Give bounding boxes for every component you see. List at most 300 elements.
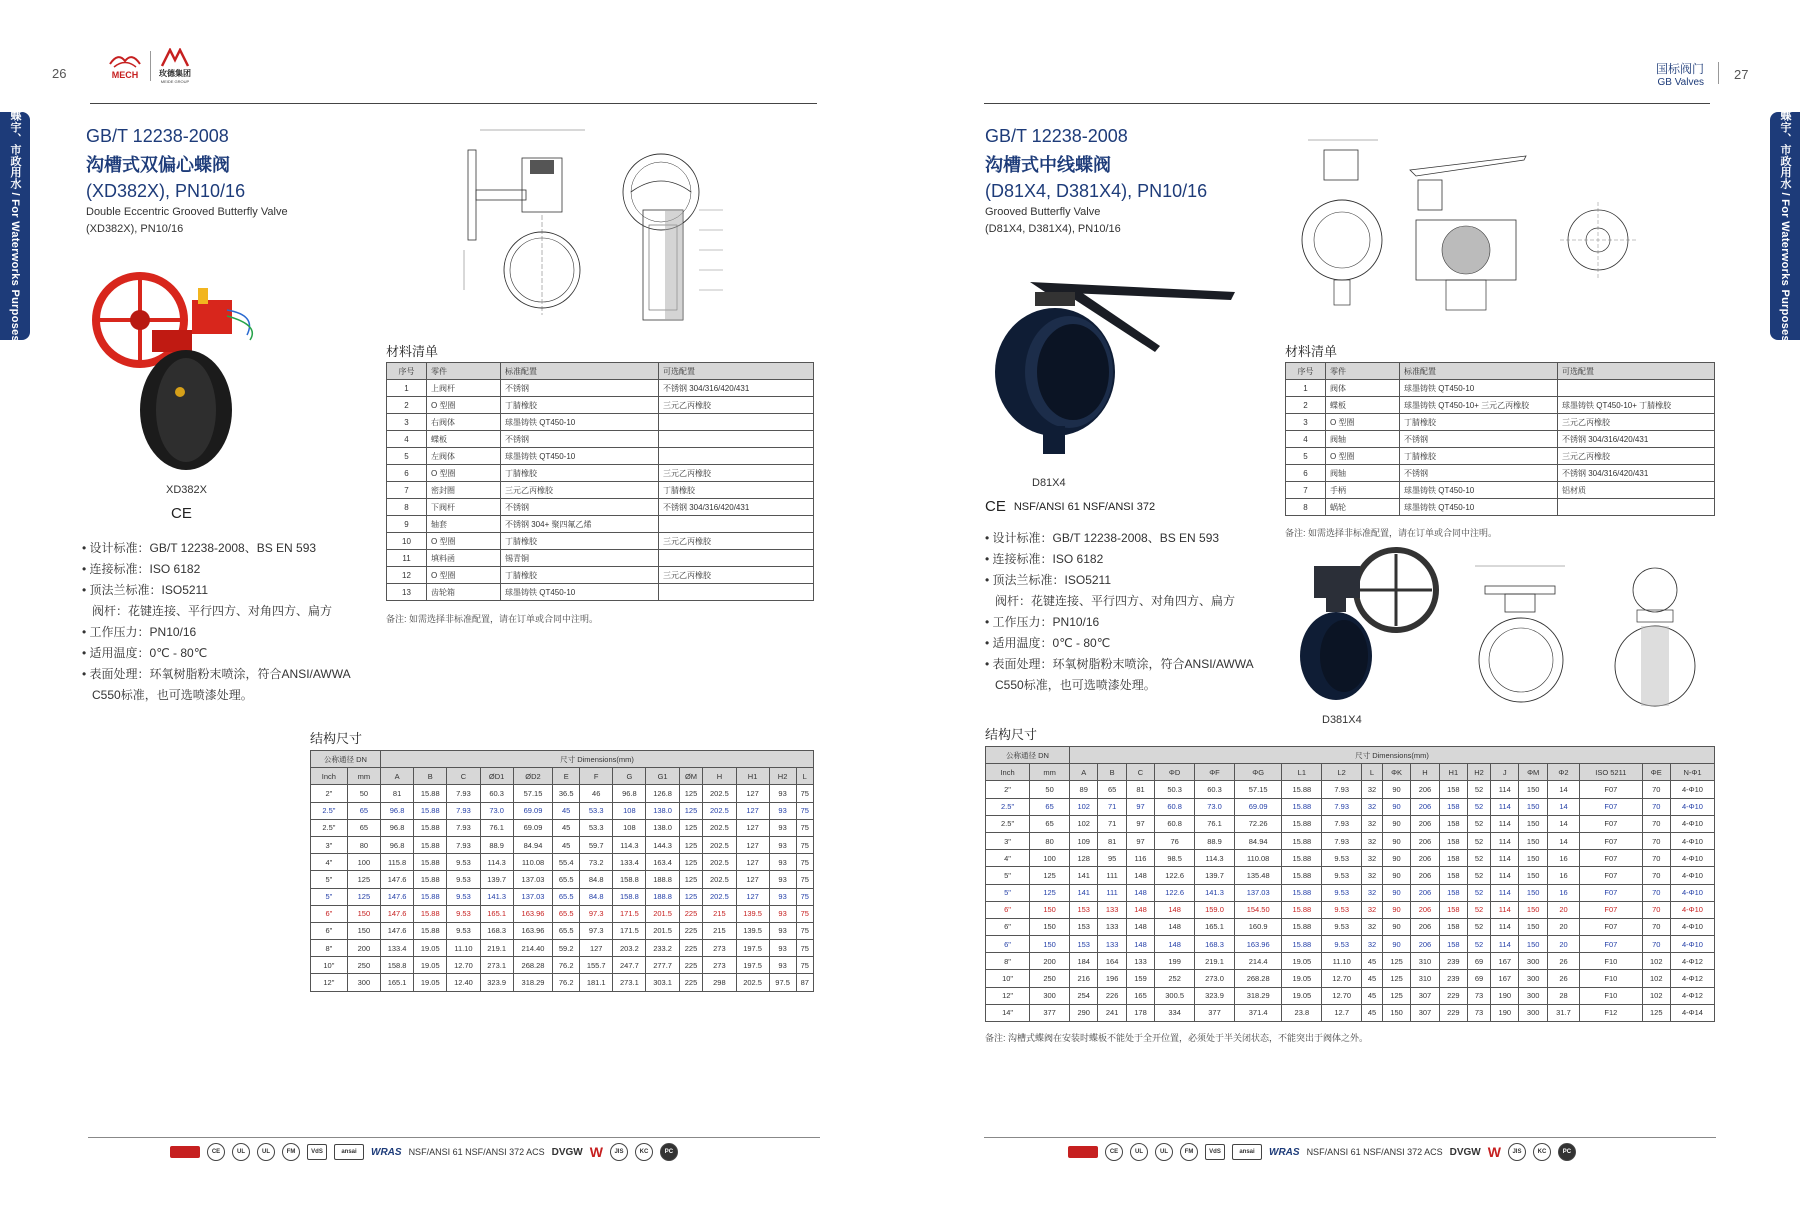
table-cell: 114.3 <box>1195 850 1235 867</box>
table-cell: F07 <box>1580 781 1642 798</box>
table-cell: 184 <box>1070 953 1098 970</box>
table-cell: 65 <box>347 802 380 819</box>
table-row <box>387 516 814 533</box>
table-header-cell: ØD1 <box>480 768 513 785</box>
table-cell: 19.05 <box>1282 970 1322 987</box>
table-cell: 125 <box>679 888 703 905</box>
table-cell: 13 <box>387 584 427 601</box>
table-row <box>1286 482 1715 499</box>
table-cell: 150 <box>1519 850 1547 867</box>
table-cell: F10 <box>1580 970 1642 987</box>
product-cn-name: 沟槽式双偏心蝶阀 <box>86 155 230 175</box>
table-cell: 206 <box>1411 901 1439 918</box>
table-cell: 3" <box>311 836 348 853</box>
table-cell: 84.8 <box>580 888 613 905</box>
table-header-cell: H <box>703 768 736 785</box>
table-cell: 52 <box>1468 901 1491 918</box>
table-cell: 52 <box>1468 832 1491 849</box>
table-cell: 52 <box>1468 936 1491 953</box>
table-cell: 202.5 <box>703 785 736 802</box>
table-cell: 87 <box>796 974 813 991</box>
table-cell: 75 <box>796 854 813 871</box>
table-cell: 7.93 <box>1322 832 1362 849</box>
table-cell: 153 <box>1070 901 1098 918</box>
table-header-cell: L <box>796 768 813 785</box>
header-en: GB Valves <box>1657 77 1705 88</box>
table-cell: 128 <box>1070 850 1098 867</box>
table-cell: 75 <box>796 957 813 974</box>
table-cell: 239 <box>1439 970 1467 987</box>
table-cell: 102 <box>1070 815 1098 832</box>
table-row <box>1286 448 1715 465</box>
table-cell: 206 <box>1411 884 1439 901</box>
table-cell: 150 <box>347 905 380 922</box>
table-cell: 铝材质 <box>1558 482 1715 499</box>
table-cell: 丁腈橡胶 <box>1400 448 1558 465</box>
table-cell: 52 <box>1468 884 1491 901</box>
ce-icon: CE <box>207 1143 225 1161</box>
table-cell: 201.5 <box>646 922 679 939</box>
table-cell: 75 <box>796 819 813 836</box>
table-cell: 50 <box>1030 781 1070 798</box>
table-cell: 80 <box>1030 832 1070 849</box>
table-cell: 20 <box>1547 901 1579 918</box>
table-cell: 96.8 <box>613 785 646 802</box>
table-cell: 15.88 <box>1282 901 1322 918</box>
table-cell: F07 <box>1580 918 1642 935</box>
table-cell: 144.3 <box>646 836 679 853</box>
table-cell: 90 <box>1382 918 1410 935</box>
table-cell: 371.4 <box>1234 1004 1281 1021</box>
table-cell: 丁腈橡胶 <box>501 465 659 482</box>
table-cell: 163.4 <box>646 854 679 871</box>
table-cell: 52 <box>1468 781 1491 798</box>
table-cell: 300 <box>1030 987 1070 1004</box>
table-cell: 12.40 <box>447 974 480 991</box>
materials-note-left: 备注: 如需选择非标准配置，请在订单或合同中注明。 <box>386 614 599 624</box>
table-cell: 50.3 <box>1155 781 1195 798</box>
table-cell: 88.9 <box>1195 832 1235 849</box>
table-cell: 齿轮箱 <box>427 584 501 601</box>
table-header-cell: N-Φ1 <box>1670 764 1714 781</box>
table-cell: 206 <box>1411 798 1439 815</box>
table-cell: 36.5 <box>553 785 580 802</box>
table-cell: 65 <box>1098 781 1126 798</box>
table-cell: 球墨铸铁 QT450-10 <box>501 414 659 431</box>
table-cell: 45 <box>553 819 580 836</box>
ce-mark-right: CE <box>985 498 1006 515</box>
table-cell: 165.1 <box>480 905 513 922</box>
dims-title-left: 结构尺寸 <box>310 731 363 746</box>
table-cell: 8 <box>387 499 427 516</box>
table-cell: 轴套 <box>427 516 501 533</box>
table-cell: 300 <box>347 974 380 991</box>
table-cell: 75 <box>796 802 813 819</box>
table-cell: 70 <box>1642 781 1670 798</box>
table-cell: 76.2 <box>553 974 580 991</box>
table-cell: 206 <box>1411 832 1439 849</box>
table-cell: 15.88 <box>1282 884 1322 901</box>
table-cell: 32 <box>1362 798 1383 815</box>
table-cell: O 型圈 <box>427 397 501 414</box>
table-cell: F07 <box>1580 901 1642 918</box>
table-cell: 158 <box>1439 850 1467 867</box>
table-cell: 147.6 <box>380 871 413 888</box>
table-cell: 150 <box>1519 781 1547 798</box>
table-cell: 65 <box>1030 798 1070 815</box>
table-header-cell: ΦE <box>1642 764 1670 781</box>
table-cell: 12.7 <box>1322 1004 1362 1021</box>
table-header-cell: B <box>414 768 447 785</box>
brand-logo-icon <box>170 1146 200 1158</box>
table-cell: 229 <box>1439 1004 1467 1021</box>
table-header-cell: ØD2 <box>513 768 553 785</box>
dvgw-icon: DVGW <box>551 1146 583 1158</box>
table-row <box>1286 499 1715 516</box>
table-cell: 不锈钢 304/316/420/431 <box>1558 431 1715 448</box>
table-cell: 5 <box>387 448 427 465</box>
table-cell: 158.8 <box>380 957 413 974</box>
wras-icon: WRAS <box>1269 1146 1300 1158</box>
table-cell: 52 <box>1468 867 1491 884</box>
table-cell <box>659 448 814 465</box>
table-cell: 32 <box>1362 815 1383 832</box>
table-cell: 60.3 <box>480 785 513 802</box>
table-cell: 丁腈橡胶 <box>501 567 659 584</box>
table-cell: 丁腈橡胶 <box>501 397 659 414</box>
table-cell: 阀体 <box>1326 380 1400 397</box>
table-cell: 141.3 <box>1195 884 1235 901</box>
table-cell: 171.5 <box>613 905 646 922</box>
spec-item: • 适用温度：0℃ - 80℃ <box>985 636 1111 650</box>
table-cell: 233.2 <box>646 940 679 957</box>
table-cell: 300 <box>1519 1004 1547 1021</box>
page-number-left: 26 <box>52 66 67 81</box>
table-cell: 1 <box>1286 380 1326 397</box>
table-cell: 114.3 <box>613 836 646 853</box>
table-cell: 7.93 <box>1322 781 1362 798</box>
table-header-cell: E <box>553 768 580 785</box>
table-cell: 8" <box>986 953 1030 970</box>
table-cell: 9.53 <box>447 854 480 871</box>
table-cell: 160.9 <box>1234 918 1281 935</box>
header-cn: 国标阀门 <box>1656 62 1705 76</box>
table-cell: 19.05 <box>1282 987 1322 1004</box>
table-cell: 45 <box>1362 1004 1383 1021</box>
table-cell: 147.6 <box>380 905 413 922</box>
table-cell: 12.70 <box>1322 970 1362 987</box>
table-cell: 96.8 <box>380 802 413 819</box>
table-cell: 15.88 <box>414 836 447 853</box>
table-cell: 16 <box>1547 884 1579 901</box>
table-cell: 6" <box>311 905 348 922</box>
table-cell: 167 <box>1491 970 1519 987</box>
spec-item: • 表面处理：环氧树脂粉末喷涂，符合ANSI/AWWA <box>985 657 1254 671</box>
spec-item: • 适用温度：0℃ - 80℃ <box>82 646 208 660</box>
ul-icon: UL <box>232 1143 250 1161</box>
table-row <box>986 936 1715 953</box>
table-cell: 8" <box>311 940 348 957</box>
table-cell: 不锈钢 304/316/420/431 <box>1558 465 1715 482</box>
table-cell: 11 <box>387 550 427 567</box>
table-cell: 110.08 <box>1234 850 1281 867</box>
table-header-cell: H2 <box>769 768 796 785</box>
table-cell: F07 <box>1580 798 1642 815</box>
table-cell: 203.2 <box>613 940 646 957</box>
table-cell: 202.5 <box>703 854 736 871</box>
table-cell: 蝶板 <box>1326 397 1400 414</box>
table-cell: 133 <box>1126 953 1154 970</box>
table-cell: 147.6 <box>380 922 413 939</box>
table-header-row: 序号 零件 标准配置 可选配置 <box>1286 363 1715 380</box>
table-cell: 127 <box>736 802 769 819</box>
table-cell: 133.4 <box>613 854 646 871</box>
table-cell: 377 <box>1195 1004 1235 1021</box>
pc-icon: PC <box>660 1143 678 1161</box>
w-mark-icon: W <box>1487 1144 1501 1160</box>
table-cell: 75 <box>796 888 813 905</box>
table-cell: 150 <box>1519 798 1547 815</box>
side-tab-right: 蝶宇、市政用水 / For Waterworks Purposes <box>1770 112 1800 340</box>
table-header-cell: H1 <box>1439 764 1467 781</box>
table-cell: 114 <box>1491 884 1519 901</box>
table-cell: 277.7 <box>646 957 679 974</box>
table-cell: 215 <box>703 922 736 939</box>
table-cell: 球墨铸铁 QT450-10+ 丁腈橡胶 <box>1558 397 1715 414</box>
table-cell: F07 <box>1580 867 1642 884</box>
table-cell: 155.7 <box>580 957 613 974</box>
table-cell: 不锈钢 <box>501 380 659 397</box>
table-header-cell: ΦM <box>1519 764 1547 781</box>
table-cell: F07 <box>1580 815 1642 832</box>
table-cell: 70 <box>1642 832 1670 849</box>
table-cell: 252 <box>1155 970 1195 987</box>
table-row <box>387 584 814 601</box>
table-cell: 球墨铸铁 QT450-10+ 三元乙丙橡胶 <box>1400 397 1558 414</box>
table-cell: 26 <box>1547 970 1579 987</box>
table-cell: 206 <box>1411 867 1439 884</box>
d81x4-valve-photo <box>985 262 1255 472</box>
table-cell: 116 <box>1126 850 1154 867</box>
table-header-cell: B <box>1098 764 1126 781</box>
table-row <box>387 380 814 397</box>
table-cell: 丁腈橡胶 <box>659 482 814 499</box>
table-cell: 93 <box>769 922 796 939</box>
kc-icon: KC <box>635 1143 653 1161</box>
table-cell: 158 <box>1439 832 1467 849</box>
table-cell: 70 <box>1642 867 1670 884</box>
table-cell: 45 <box>553 836 580 853</box>
table-cell: 114 <box>1491 936 1519 953</box>
table-row <box>311 802 814 819</box>
table-cell: 45 <box>1362 970 1383 987</box>
table-cell: 181.1 <box>580 974 613 991</box>
table-cell: 102 <box>1642 970 1670 987</box>
table-cell: 138.0 <box>646 802 679 819</box>
table-cell: 100 <box>1030 850 1070 867</box>
table-cell: F10 <box>1580 987 1642 1004</box>
ce-mark-left: CE <box>171 505 192 522</box>
table-cell: 69.09 <box>513 802 553 819</box>
product-title-left <box>86 126 288 238</box>
table-cell: 三元乙丙橡胶 <box>659 567 814 584</box>
table-cell: 32 <box>1362 884 1383 901</box>
table-cell: 5" <box>986 884 1030 901</box>
table-cell: 225 <box>679 922 703 939</box>
xd382x-front-drawing <box>460 120 600 320</box>
table-header-cell: Φ2 <box>1547 764 1579 781</box>
table-cell: 202.5 <box>703 871 736 888</box>
table-row <box>387 567 814 584</box>
table-cell: 150 <box>1030 918 1070 935</box>
spec-item: • 设计标准：GB/T 12238-2008、BS EN 593 <box>82 541 317 555</box>
table-cell: 75 <box>796 785 813 802</box>
table-cell: 137.03 <box>513 888 553 905</box>
table-row <box>1286 380 1715 397</box>
table-cell: 190 <box>1491 1004 1519 1021</box>
table-cell: 65.5 <box>553 871 580 888</box>
table-cell: 300 <box>1519 970 1547 987</box>
table-cell: 84.94 <box>513 836 553 853</box>
meide-emblem-icon <box>160 48 190 68</box>
table-cell: 90 <box>1382 936 1410 953</box>
meide-logo-cn: 玫德集团 <box>159 69 191 78</box>
page-number-right: 27 <box>1734 67 1749 82</box>
table-cell: 150 <box>1030 901 1070 918</box>
table-cell: 4-Φ12 <box>1670 987 1714 1004</box>
dims-table-left <box>310 750 814 992</box>
spec-item: • 工作压力：PN10/16 <box>82 625 197 639</box>
table-cell: 73.0 <box>480 802 513 819</box>
table-row <box>986 850 1715 867</box>
table-cell: 不锈钢 <box>501 431 659 448</box>
table-cell: 15.88 <box>414 819 447 836</box>
product-model: (D81X4, D381X4), PN10/16 <box>985 181 1208 201</box>
table-cell: 125 <box>679 854 703 871</box>
table-cell: 127 <box>736 785 769 802</box>
table-cell: 19.05 <box>1282 953 1322 970</box>
table-cell: 159 <box>1126 970 1154 987</box>
xd382x-caption: XD382X <box>166 484 207 496</box>
table-cell: 93 <box>769 802 796 819</box>
table-cell: 15.88 <box>414 922 447 939</box>
table-cell: 9.53 <box>1322 867 1362 884</box>
table-row <box>311 785 814 802</box>
table-cell: 307 <box>1411 987 1439 1004</box>
table-cell: 202.5 <box>736 974 769 991</box>
table-cell: 141 <box>1070 884 1098 901</box>
table-cell: 84.94 <box>1234 832 1281 849</box>
table-row <box>1286 431 1715 448</box>
table-header-row <box>986 764 1715 781</box>
table-cell: 6" <box>986 901 1030 918</box>
table-cell: 226 <box>1098 987 1126 1004</box>
table-header-cell: L2 <box>1322 764 1362 781</box>
table-cell: 318.29 <box>1234 987 1281 1004</box>
table-cell: 89 <box>1070 781 1098 798</box>
table-cell: 4-Φ12 <box>1670 953 1714 970</box>
table-cell: 108 <box>613 819 646 836</box>
table-cell: 219.1 <box>1195 953 1235 970</box>
spec-item: • 设计标准：GB/T 12238-2008、BS EN 593 <box>985 531 1220 545</box>
table-cell: 7.93 <box>1322 798 1362 815</box>
table-cell: 150 <box>1519 884 1547 901</box>
table-header-cell: H2 <box>1468 764 1491 781</box>
table-row <box>986 970 1715 987</box>
table-cell: 93 <box>769 940 796 957</box>
cert-line-right <box>985 498 1155 515</box>
table-cell: 171.5 <box>613 922 646 939</box>
table-cell: 102 <box>1642 987 1670 1004</box>
table-cell: 75 <box>796 871 813 888</box>
table-cell: 73 <box>1468 1004 1491 1021</box>
table-cell: 158 <box>1439 815 1467 832</box>
table-cell: 70 <box>1642 918 1670 935</box>
table-cell: 11.10 <box>447 940 480 957</box>
materials-note-right: 备注: 如需选择非标准配置，请在订单或合同中注明。 <box>1285 528 1498 538</box>
table-cell: 9.53 <box>1322 901 1362 918</box>
table-cell: 150 <box>1519 867 1547 884</box>
table-cell: 202.5 <box>703 802 736 819</box>
table-cell: 97 <box>1126 815 1154 832</box>
spec-item: • 工作压力：PN10/16 <box>985 615 1100 629</box>
table-row <box>986 832 1715 849</box>
spec-item: • 表面处理：环氧树脂粉末喷涂，符合ANSI/AWWA <box>82 667 351 681</box>
table-cell: 202.5 <box>703 836 736 853</box>
table-cell: 3 <box>1286 414 1326 431</box>
table-cell: 69 <box>1468 970 1491 987</box>
table-row <box>311 905 814 922</box>
table-cell: 4" <box>986 850 1030 867</box>
table-cell: 不锈钢 304+ 聚四氟乙烯 <box>501 516 659 533</box>
table-row <box>311 922 814 939</box>
table-cell: 273 <box>703 940 736 957</box>
spec-item: 阀杆：花键连接、平行四方、对角四方、扁方 <box>92 604 333 618</box>
table-cell: 70 <box>1642 884 1670 901</box>
table-cell: 225 <box>679 957 703 974</box>
table-cell: 125 <box>1030 884 1070 901</box>
table-cell: 114 <box>1491 867 1519 884</box>
table-cell: 108 <box>613 802 646 819</box>
table-cell: 4-Φ14 <box>1670 1004 1714 1021</box>
table-cell: 125 <box>1642 1004 1670 1021</box>
table-cell: 70 <box>1642 850 1670 867</box>
table-cell: 95 <box>1098 850 1126 867</box>
table-cell: 4-Φ10 <box>1670 781 1714 798</box>
table-cell: 4-Φ10 <box>1670 850 1714 867</box>
table-cell: 100 <box>347 854 380 871</box>
table-cell: 4-Φ10 <box>1670 815 1714 832</box>
table-cell: 139.5 <box>736 905 769 922</box>
table-row <box>986 798 1715 815</box>
table-cell: 15.88 <box>414 802 447 819</box>
table-cell: 65.5 <box>553 905 580 922</box>
table-cell: 206 <box>1411 815 1439 832</box>
table-cell: 31.7 <box>1547 1004 1579 1021</box>
table-cell: 32 <box>1362 781 1383 798</box>
table-cell: 273.0 <box>1195 970 1235 987</box>
table-cell: 125 <box>347 871 380 888</box>
table-cell: 247.7 <box>613 957 646 974</box>
spec-item: • 顶法兰标准：ISO5211 <box>985 573 1112 587</box>
table-cell: 93 <box>769 785 796 802</box>
table-cell: 139.5 <box>736 922 769 939</box>
table-header-cell: G1 <box>646 768 679 785</box>
table-cell: 158 <box>1439 918 1467 935</box>
table-cell: 125 <box>1382 970 1410 987</box>
table-cell: 153 <box>1070 918 1098 935</box>
table-cell: 206 <box>1411 781 1439 798</box>
